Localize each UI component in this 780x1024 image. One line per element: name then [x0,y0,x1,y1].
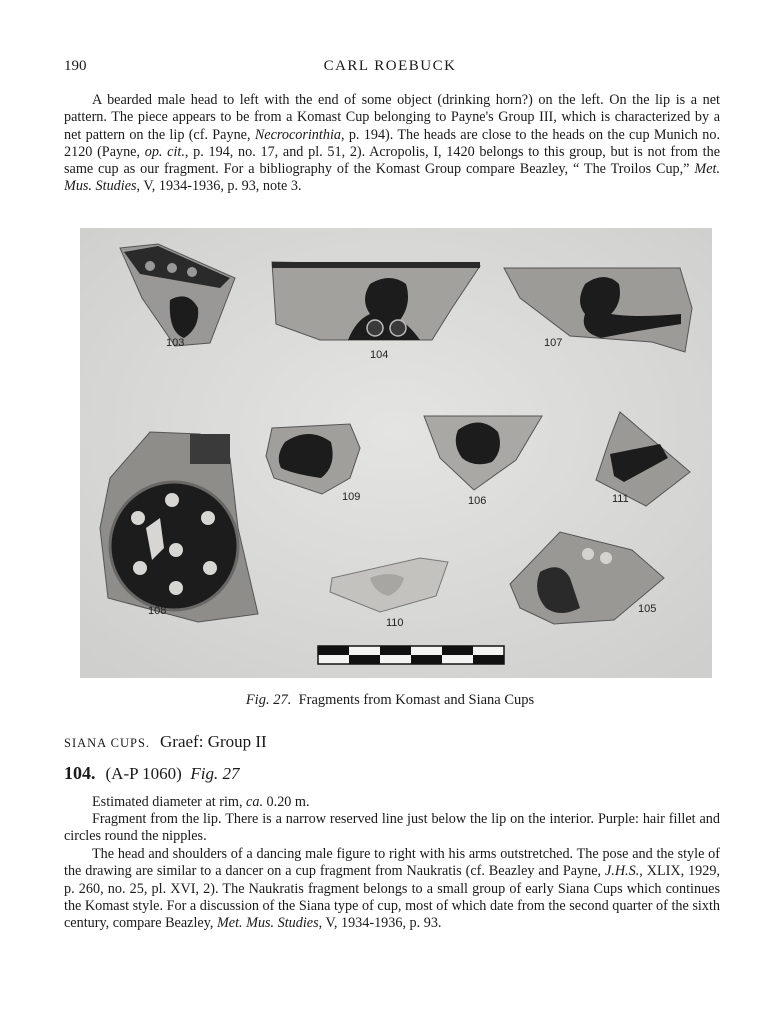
label-107: 107 [544,337,563,349]
label-103: 103 [166,337,185,349]
page-number: 190 [64,58,87,74]
discussion-text-b: , XLIX, 1929, p. 260, no. 25, pl. XVI, 2). The Naukratis fragment belongs to a small group of early Siana Cups which continues the Komast style. For a discussion of the Siana type of cup, most of which date from the second quarter of the sixth century, compare Beazley, [64,863,720,932]
diameter-text-a: Estimated diameter at rim, [92,794,247,810]
caption-text: Fragments from Komast and Siana Cups [298,692,535,708]
intro-text-a: A bearded male head to left with the end of some object (drinking horn?) on the left. On the lip is a net pattern. The piece appears to be from a Komast Cup belonging to Payne's Group III, which is characterized by a net pattern on the lip (cf. Payne, [64,92,720,143]
discussion-ital-1: J.H.S. [604,863,640,880]
discussion-text-a: The head and shoulders of a dancing male figure to right with his arms outstretched. The pose and the style of the drawing are similar to a dancer on a cup fragment from Naukratis (cf. Beazley and Payne, [64,846,720,880]
figure-caption [0,692,780,709]
entry-fragment-description: Fragment from the lip. There is a narrow reserved line just below the lip on the interior. Purple: hair fillet and circles round the nipples. [64,811,720,845]
intro-ital-1: Necrocorinthia [254,126,341,143]
discussion-text-c: , V, 1934-1936, p. 93. [318,915,442,932]
discussion-ital-2: Met. Mus. Studies [216,915,319,932]
intro-paragraph [64,92,720,196]
entry-discussion [64,846,720,932]
fragments-photograph [80,228,712,678]
entry-diameter [64,794,720,811]
label-105: 105 [638,603,657,615]
scale-bar [318,646,504,664]
intro-text-b: , p. 194). The heads are close to the heads on the cup Munich no. 2120 (Payne, [64,126,720,160]
label-104: 104 [370,349,389,361]
diameter-text-b: 0.20 m. [263,794,310,810]
label-106: 106 [468,495,487,507]
intro-text-c: , p. 194, no. 17, and pl. 51, 2). Acropolis, I, 1420 belongs to this group, but is not from the same cup as our fragment. For a bibliography of the Komast Group compare Beazley, “ The Troilos Cup,” [64,143,720,178]
entry-figure-ref: Fig. 27 [190,764,240,783]
label-111: 111 [612,493,629,505]
intro-ital-2: op. cit. [144,143,185,160]
caption-prefix: Fig. 27. [245,692,292,708]
section-heading [64,732,267,752]
label-109: 109 [342,491,361,503]
label-108: 108 [148,605,167,617]
catalogue-entry-heading [64,763,239,784]
intro-ital-3: Met. Mus. Studies [64,161,720,195]
section-title: Graef: Group II [160,732,267,751]
entry-number: 104. [64,763,96,783]
label-110: 110 [386,617,404,629]
section-smallcaps: SIANA CUPS. [64,736,151,750]
diameter-ital: ca. [246,794,263,810]
running-head: CARL ROEBUCK [323,58,457,74]
intro-text-d: , V, 1934-1936, p. 93, note 3. [136,178,302,195]
entry-inventory: (A-P 1060) [105,764,182,783]
